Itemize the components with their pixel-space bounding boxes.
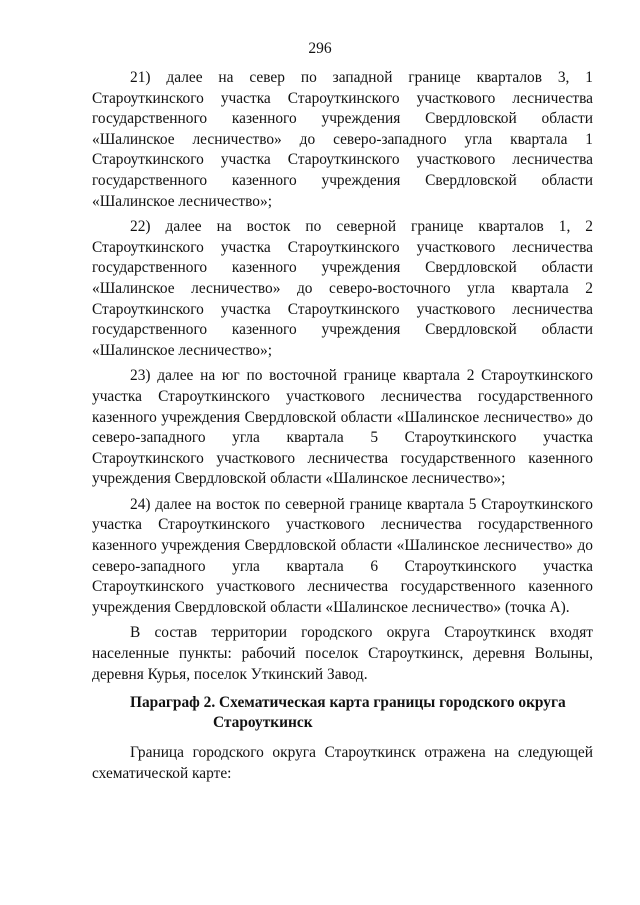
section-heading-line2: Староуткинск: [213, 714, 313, 732]
paragraph-item-21: 21) далее на север по западной границе кварталов 3, 1 Староуткинского участка Староуткинского участкового лесничества государственного казенного учреждения Свердловской области «Шалинское лесничество» до северо-западного угла квартала 1 Староуткинского участка Староуткинского участкового лесничества государственного казенного учреждения Свердловской области «Шалинское лесничество»;: [92, 69, 593, 210]
paragraph-item-24: 24) далее на восток по северной границе квартала 5 Староуткинского участка Староуткинского участкового лесничества государственного казенного учреждения Свердловской области «Шалинское лесничество» до северо-западного угла квартала 6 Староуткинского участка Староуткинского участкового лесничества государственного казенного учреждения Свердловской области «Шалинское лесничество» (точка А).: [92, 495, 593, 616]
paragraph-item-22: 22) далее на восток по северной границе кварталов 1, 2 Староуткинского участка Староуткинского участкового лесничества государственного казенного учреждения Свердловской области «Шалинское лесничество» до северо-восточного угла квартала 2 Староуткинского участка Староуткинского участкового лесничества государственного казенного учреждения Свердловской области «Шалинское лесничество»;: [92, 218, 593, 359]
section-heading: [92, 693, 593, 733]
section-heading-line1: Параграф 2. Схематическая карта границы городского округа: [130, 694, 566, 712]
closing-paragraph: Граница городского округа Староуткинск отражена на следующей схематической карте:: [92, 744, 593, 782]
settlements-paragraph: В состав территории городского округа Староуткинск входят населенные пункты: рабочий поселок Староуткинск, деревня Волыны, деревня Курья, поселок Уткинский Завод.: [92, 624, 593, 683]
paragraph-item-23: 23) далее на юг по восточной границе квартала 2 Староуткинского участка Староуткинского участкового лесничества государственного казенного учреждения Свердловской области «Шалинское лесничество» до северо-западного угла квартала 5 Староуткинского участка Староуткинского участкового лесничества государственного казенного учреждения Свердловской области «Шалинское лесничество»;: [92, 367, 593, 488]
document-body: [92, 68, 593, 789]
page-number: 296: [308, 40, 332, 57]
